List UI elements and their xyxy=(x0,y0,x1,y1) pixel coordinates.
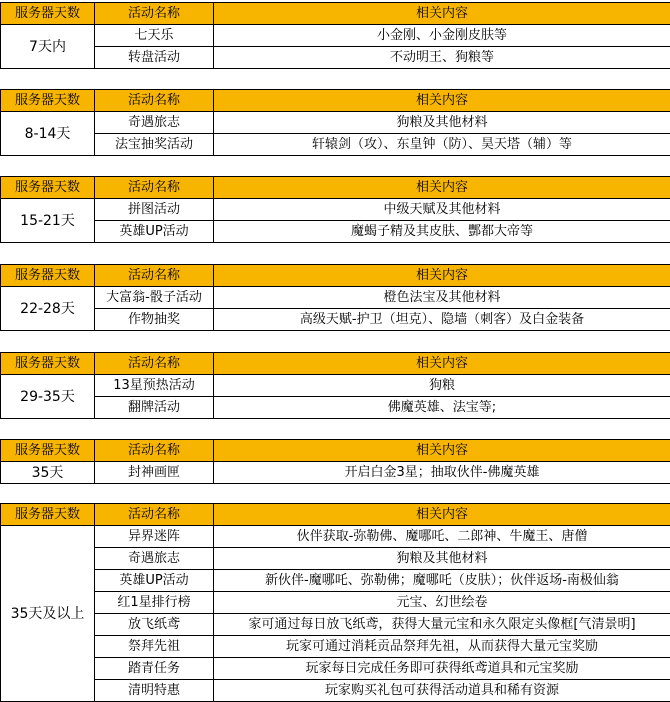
table-row xyxy=(1,47,670,69)
activity-name-cell: 放飞纸鸢 xyxy=(95,614,214,636)
activity-content-cell: 轩辕剑（攻）、东皇钟（防）、昊天塔（辅）等 xyxy=(214,134,670,156)
activity-content-cell: 元宝、幻世绘卷 xyxy=(214,592,670,614)
server-days-cell: 8-14天 xyxy=(1,112,95,156)
table-row xyxy=(1,570,670,592)
activity-name-cell: 踏青任务 xyxy=(95,658,214,680)
activity-name-cell: 作物抽奖 xyxy=(95,309,214,331)
activity-content-cell: 高级天赋-护卫（坦克）、隐墙（刺客）及白金装备 xyxy=(214,309,670,331)
table-row xyxy=(1,680,670,702)
header-row xyxy=(1,440,670,462)
header-content: 相关内容 xyxy=(214,3,670,25)
header-days: 服务器天数 xyxy=(1,265,95,287)
activity-name-cell: 祭拜先祖 xyxy=(95,636,214,658)
activity-name-cell: 翻牌活动 xyxy=(95,397,214,419)
header-content: 相关内容 xyxy=(214,177,670,199)
activity-content-cell: 伙伴获取-弥勒佛、魔哪吒、二郎神、牛魔王、唐僧 xyxy=(214,526,670,548)
activity-name-cell: 拼图活动 xyxy=(95,199,214,221)
activity-content-cell: 开启白金3星；抽取伙伴-佛魔英雄 xyxy=(214,462,670,484)
table-row xyxy=(1,636,670,658)
activity-name-cell: 清明特惠 xyxy=(95,680,214,702)
activity-name-cell: 红1星排行榜 xyxy=(95,592,214,614)
schedule-table xyxy=(0,2,670,69)
header-content: 相关内容 xyxy=(214,504,670,526)
header-row xyxy=(1,90,670,112)
header-name: 活动名称 xyxy=(95,265,214,287)
activity-content-cell: 新伙伴-魔哪吒、弥勒佛；魔哪吒（皮肤）；伙伴返场-南极仙翁 xyxy=(214,570,670,592)
table-row xyxy=(1,112,670,134)
header-days: 服务器天数 xyxy=(1,90,95,112)
activity-content-cell: 不动明王、狗粮等 xyxy=(214,47,670,69)
header-days: 服务器天数 xyxy=(1,3,95,25)
header-name: 活动名称 xyxy=(95,353,214,375)
schedule-table xyxy=(0,264,670,331)
activity-content-cell: 狗粮及其他材料 xyxy=(214,548,670,570)
table-row xyxy=(1,462,670,484)
table-row xyxy=(1,614,670,636)
activity-content-cell: 玩家可通过消耗贡品祭拜先祖，从而获得大量元宝奖励 xyxy=(214,636,670,658)
header-days: 服务器天数 xyxy=(1,504,95,526)
activity-name-cell: 奇遇旅志 xyxy=(95,548,214,570)
table-row xyxy=(1,221,670,243)
schedule-table xyxy=(0,176,670,243)
activity-name-cell: 法宝抽奖活动 xyxy=(95,134,214,156)
table-row xyxy=(1,548,670,570)
table-row xyxy=(1,25,670,47)
activity-name-cell: 七天乐 xyxy=(95,25,214,47)
table-row xyxy=(1,592,670,614)
header-name: 活动名称 xyxy=(95,504,214,526)
server-days-cell: 7天内 xyxy=(1,25,95,69)
table-row xyxy=(1,309,670,331)
header-name: 活动名称 xyxy=(95,3,214,25)
header-row xyxy=(1,353,670,375)
activity-content-cell: 家可通过每日放飞纸鸢，获得大量元宝和永久限定头像框[气清景明] xyxy=(214,614,670,636)
table-row xyxy=(1,287,670,309)
activity-name-cell: 大富翁-骰子活动 xyxy=(95,287,214,309)
header-name: 活动名称 xyxy=(95,90,214,112)
schedule-table xyxy=(0,439,670,484)
activity-content-cell: 玩家购买礼包可获得活动道具和稀有资源 xyxy=(214,680,670,702)
server-days-cell: 29-35天 xyxy=(1,375,95,419)
header-content: 相关内容 xyxy=(214,353,670,375)
server-days-cell: 35天及以上 xyxy=(1,526,95,702)
header-row xyxy=(1,177,670,199)
activity-content-cell: 小金刚、小金刚皮肤等 xyxy=(214,25,670,47)
activity-name-cell: 封神画匣 xyxy=(95,462,214,484)
table-row xyxy=(1,134,670,156)
header-row xyxy=(1,3,670,25)
table-row xyxy=(1,199,670,221)
table-row xyxy=(1,397,670,419)
server-days-cell: 35天 xyxy=(1,462,95,484)
activity-content-cell: 魔蝎子精及其皮肤、酆都大帝等 xyxy=(214,221,670,243)
server-days-cell: 15-21天 xyxy=(1,199,95,243)
activity-content-cell: 佛魔英雄、法宝等; xyxy=(214,397,670,419)
activity-name-cell: 13星预热活动 xyxy=(95,375,214,397)
header-days: 服务器天数 xyxy=(1,353,95,375)
activity-name-cell: 转盘活动 xyxy=(95,47,214,69)
schedule-table xyxy=(0,503,670,702)
schedule-table xyxy=(0,89,670,156)
header-row xyxy=(1,504,670,526)
activity-content-cell: 狗粮 xyxy=(214,375,670,397)
activity-content-cell: 玩家每日完成任务即可获得纸鸢道具和元宝奖励 xyxy=(214,658,670,680)
activity-content-cell: 橙色法宝及其他材料 xyxy=(214,287,670,309)
header-name: 活动名称 xyxy=(95,177,214,199)
activity-name-cell: 奇遇旅志 xyxy=(95,112,214,134)
header-name: 活动名称 xyxy=(95,440,214,462)
header-days: 服务器天数 xyxy=(1,440,95,462)
table-row xyxy=(1,658,670,680)
activity-content-cell: 中级天赋及其他材料 xyxy=(214,199,670,221)
header-content: 相关内容 xyxy=(214,265,670,287)
activity-name-cell: 英雄UP活动 xyxy=(95,570,214,592)
table-row xyxy=(1,526,670,548)
header-content: 相关内容 xyxy=(214,440,670,462)
activity-content-cell: 狗粮及其他材料 xyxy=(214,112,670,134)
server-days-cell: 22-28天 xyxy=(1,287,95,331)
table-row xyxy=(1,375,670,397)
header-content: 相关内容 xyxy=(214,90,670,112)
header-days: 服务器天数 xyxy=(1,177,95,199)
schedule-table xyxy=(0,352,670,419)
activity-name-cell: 异界迷阵 xyxy=(95,526,214,548)
activity-name-cell: 英雄UP活动 xyxy=(95,221,214,243)
header-row xyxy=(1,265,670,287)
